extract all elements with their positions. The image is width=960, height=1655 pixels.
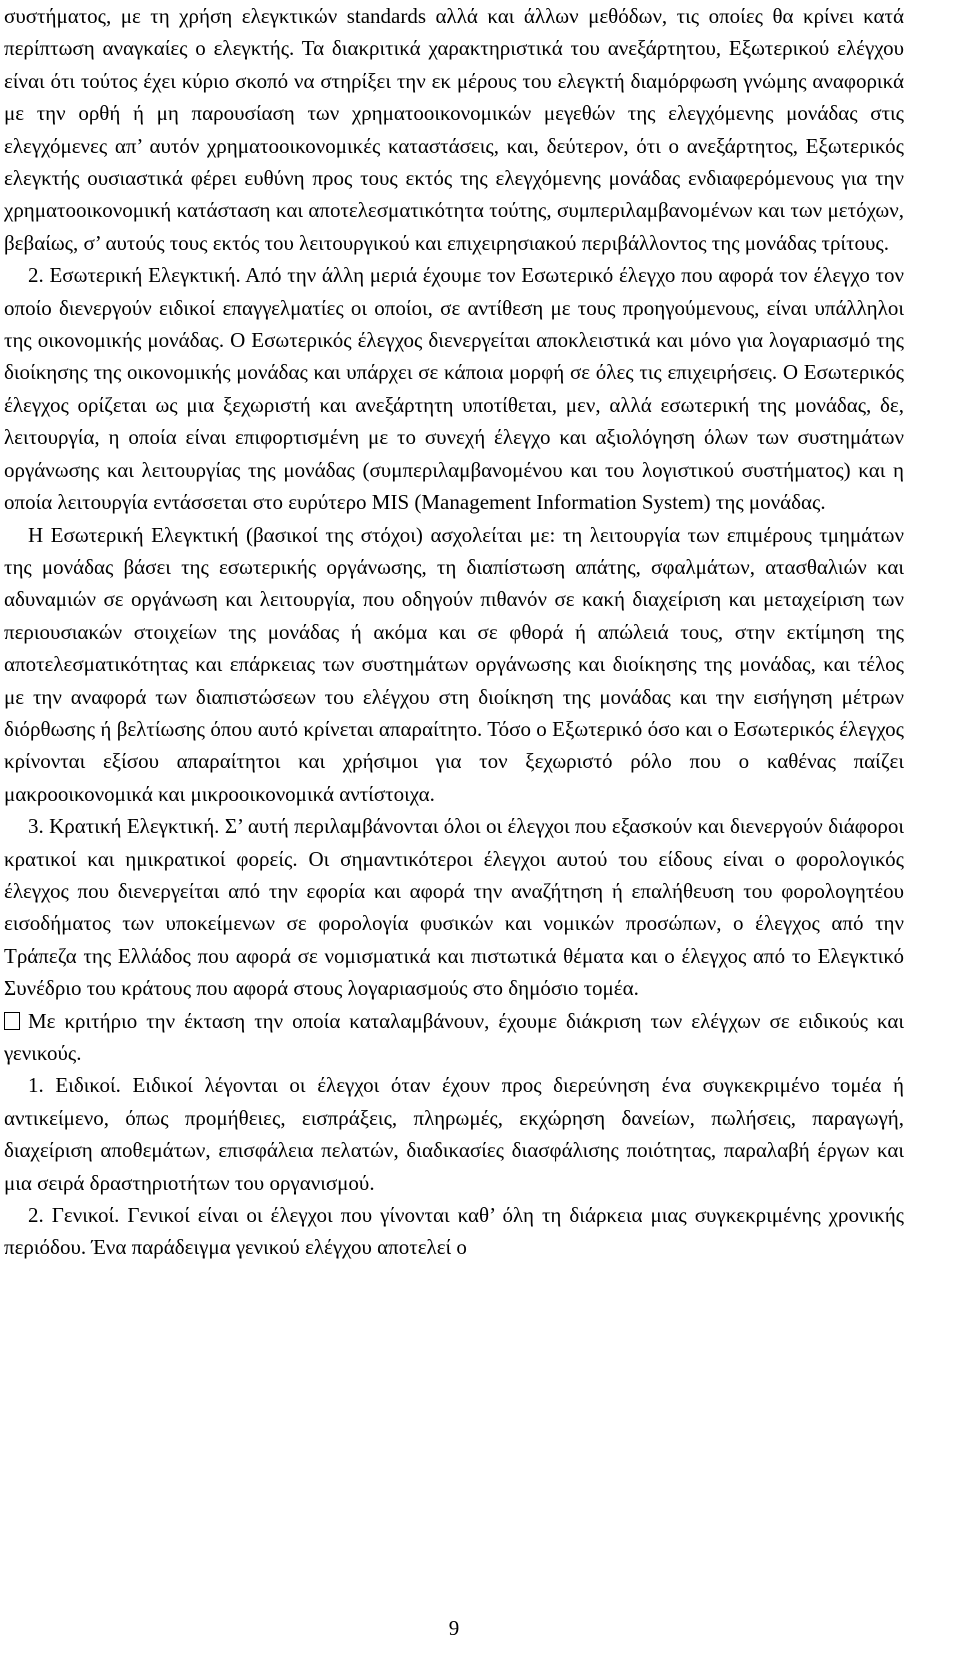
paragraph-state-audit: 3. Κρατική Ελεγκτική. Σ’ αυτή περιλαμβάνονται όλοι οι έλεγχοι που εξασκούν και διενεργούν διάφοροι κρατικοί και ημικρατικοί φορείς. Οι σημαντικότεροι έλεγχοι αυτού του είδους είναι ο φορολογικός έλεγχος που διενεργείται από την εφορία και αφορά την αναζήτηση ή επαλήθευση του φορολογητέου εισοδήματος των υποκείμενων σε φορολογία φυσικών και νομικών προσώπων, ο έλεγχος από την Τράπεζα της Ελλάδος που αφορά σε νομισματικά και πιστωτικά θέματα και ο έλεγχος από το Ελεγκτικό Συνέδριο του κράτους που αφορά στους λογαριασμούς στο δημόσιο τομέα. — [4, 814, 904, 1001]
paragraph-general-audits: 2. Γενικοί. Γενικοί είναι οι έλεγχοι που γίνονται καθ’ όλη τη διάρκεια μιας συγκεκριμένης χρονικής περιόδου. Ένα παράδειγμα γενικού ελέγχου αποτελεί ο — [4, 1203, 904, 1260]
paragraph-internal-audit-goals: Η Εσωτερική Ελεγκτική (βασικοί της στόχοι) ασχολείται με: τη λειτουργία των επιμέρους τμημάτων της μονάδας βάσει της εσωτερικής οργάνωσης, τη διαπίστωση απάτης, σφαλμάτων, ατασθαλιών και αδυναμιών σε οργάνωση και λειτουργία, που οδηγούν πιθανόν σε κακή διαχείριση και μεταχείριση των περιουσιακών στοιχείων της μονάδας ή ακόμα και σε φθορά ή απώλειά τους, στην εκτίμηση της αποτελεσματικότητας και επάρκειας των συστημάτων οργάνωσης και διοίκησης της μονάδας, και τέλος με την αναφορά των διαπιστώσεων του ελέγχου στη διοίκηση της μονάδας και την εισήγηση μέτρων διόρθωσης ή βελτίωσης όπου αυτό κρίνεται απαραίτητο. Τόσο ο Εξωτερικό όσο και ο Εσωτερικός έλεγχος κρίνονται εξίσου απαραίτητοι και χρήσιμοι για τον ξεχωριστό ρόλο που ο καθένας παίζει μακροοικονομικά και μικροοικονομικά αντίστοιχα. — [4, 522, 904, 806]
paragraph-special-audits: 1. Ειδικοί. Ειδικοί λέγονται οι έλεγχοι όταν έχουν προς διερεύνηση ένα συγκεκριμένο τομέα ή αντικείμενο, όπως προμήθειες, εισπράξεις, πληρωμές, εκχώρηση δανείων, πωλήσεις, παραγωγή, διαχείριση αποθεμάτων, επισφάλεια πελατών, διαδικασίες διασφάλισης ποιότητας, παραλαβή έργων και μια σειρά δραστηριοτήτων του οργανισμού. — [4, 1073, 904, 1195]
paragraph-internal-audit: 2. Εσωτερική Ελεγκτική. Από την άλλη μεριά έχουμε τον Εσωτερικό έλεγχο που αφορά τον έλεγχο τον οποίο διενεργούν ειδικοί επαγγελματίες οι οποίοι, σε αντίθεση με τους προηγούμενους, είναι υπάλληλοι της οικονομικής μονάδας. Ο Εσωτερικός έλεγχος διενεργείται αποκλειστικά και μόνο για λογαριασμό της διοίκησης της οικονομικής μονάδας και υπάρχει σε κάποια μορφή σε όλες τις επιχειρήσεις. Ο Εσωτερικός έλεγχος ορίζεται ως μια ξεχωριστή και ανεξάρτητη υποτίθεται, μεν, αλλά εσωτερική της μονάδας, δε, λειτουργία, η οποία είναι επιφορτισμένη με το συνεχή έλεγχο και αξιολόγηση όλων των συστημάτων οργάνωσης και λειτουργίας της μονάδας (συμπεριλαμβανομένου και του λογιστικού συστήματος) και η οποία λειτουργία εντάσσεται στο ευρύτερο MIS (Management Information System) της μονάδας. — [4, 263, 904, 515]
paragraph-scope-criterion-text: Με κριτήριο την έκταση την οποία καταλαμβάνουν, έχουμε διάκριση των ελέγχων σε ειδικούς και γενικούς. — [4, 1008, 904, 1065]
paragraph-scope-criterion — [4, 1005, 904, 1070]
document-page — [4, 0, 904, 1655]
bullet-box-icon — [4, 1012, 20, 1030]
page-number: 9 — [448, 1616, 460, 1640]
paragraph-external-audit-continuation: συστήματος, με τη χρήση ελεγκτικών standards αλλά και άλλων μεθόδων, τις οποίες θα κρίνει κατά περίπτωση αναγκαίες ο ελεγκτής. Τα διακριτικά χαρακτηριστικά του ανεξάρτητου, Εξωτερικού ελέγχου είναι ότι τούτος έχει κύριο σκοπό να στηρίξει την εκ μέρους του ελεγκτή διαμόρφωση γνώμης αναφορικά με την ορθή ή μη παρουσίαση των χρηματοοικονομικών μεγεθών της ελεγχόμενης μονάδας στις ελεγχόμενες απ’ αυτόν χρηματοοικονομικές καταστάσεις, και, δεύτερον, ότι ο ανεξάρτητος, Εξωτερικός ελεγκτής ουσιαστικά φέρει ευθύνη προς τους εκτός της ελεγχόμενης μονάδας ενδιαφερόμενους για την χρηματοοικονομική κατάσταση και αποτελεσματικότητα τούτης, συμπεριλαμβανομένων και των μετόχων, βεβαίως, σ’ αυτούς τους εκτός του λειτουργικού και επιχειρησιακού περιβάλλοντος της μονάδας τρίτους. — [4, 4, 904, 255]
